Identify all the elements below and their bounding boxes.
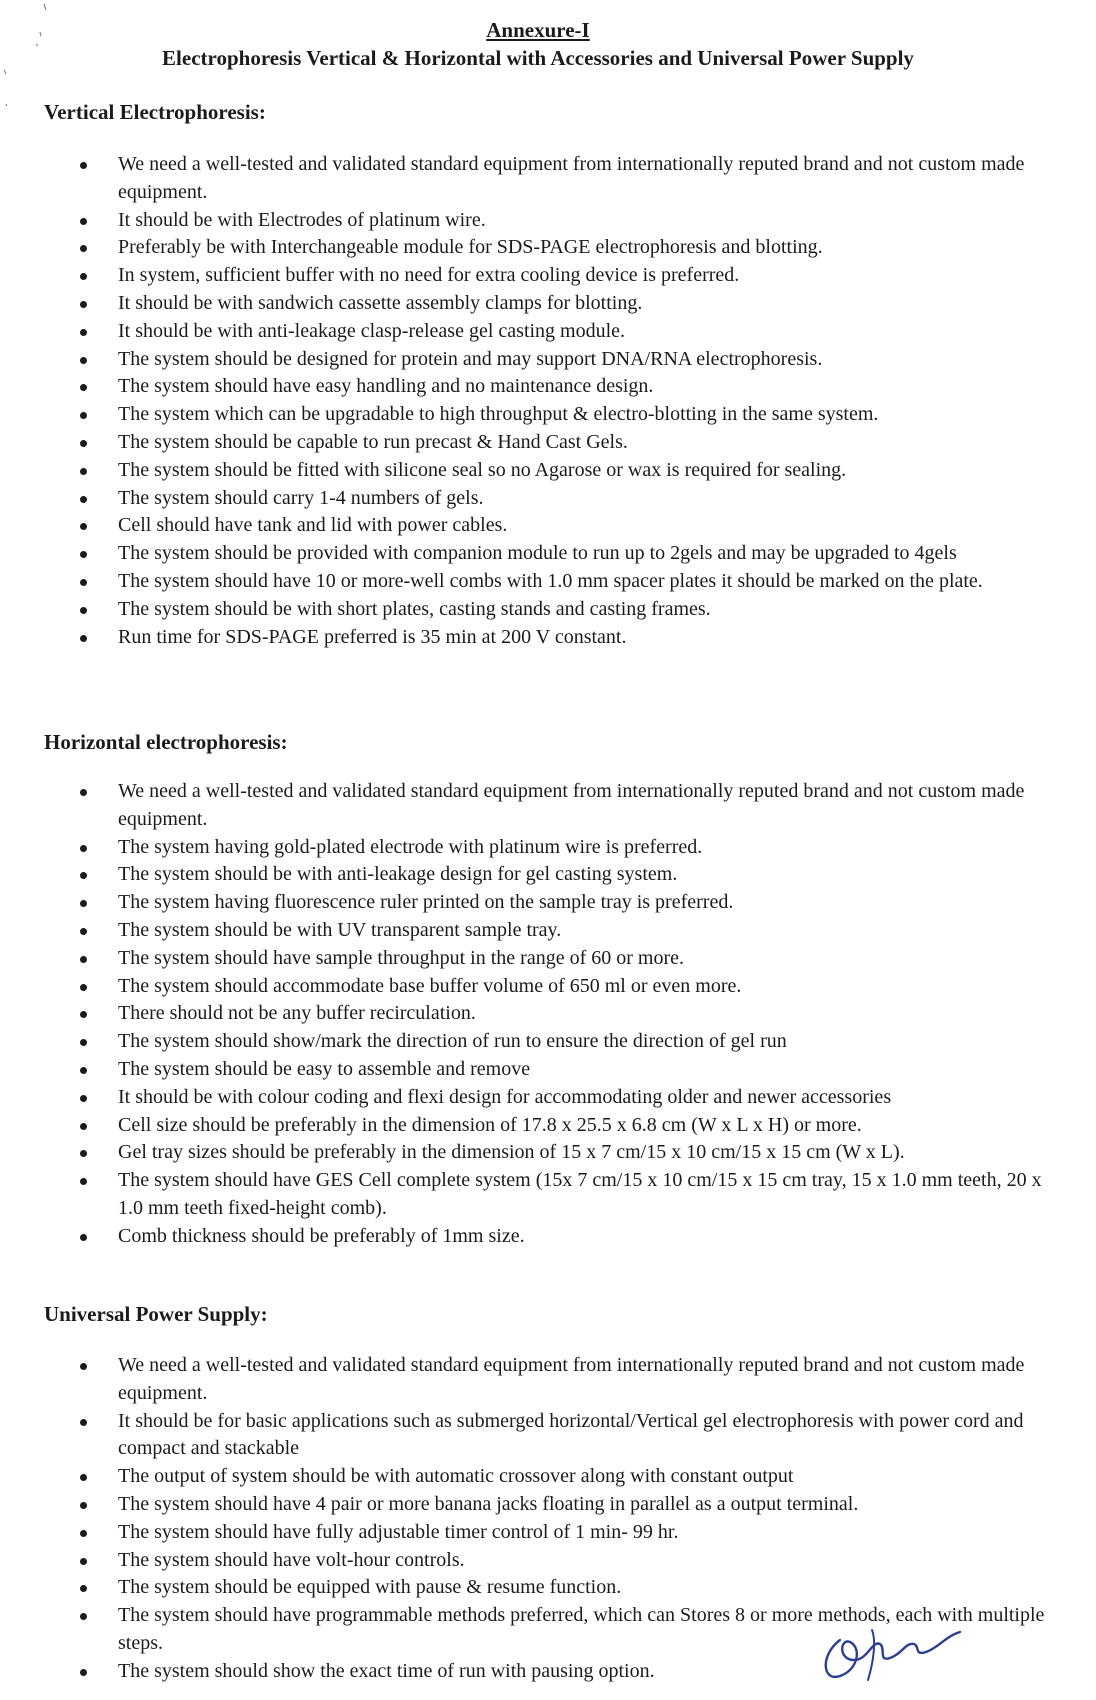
list-item: Cell should have tank and lid with power cables.	[80, 512, 1060, 540]
list-item: The system should be provided with companion module to run up to 2gels and may be upgraded to 4gels	[80, 540, 1060, 568]
list-item: Gel tray sizes should be preferably in the dimension of 15 x 7 cm/15 x 10 cm/15 x 15 cm (W x L).	[80, 1139, 1060, 1167]
list-item: The system having fluorescence ruler printed on the sample tray is preferred.	[80, 889, 1060, 917]
list-item: The system should be capable to run precast & Hand Cast Gels.	[80, 429, 1060, 457]
list-item: It should be with colour coding and flexi design for accommodating older and newer accessories	[80, 1084, 1060, 1112]
list-item: Preferably be with Interchangeable module for SDS-PAGE electrophoresis and blotting.	[80, 234, 1060, 262]
list-item: The system should be with anti-leakage design for gel casting system.	[80, 861, 1060, 889]
document-title: Annexure-I	[486, 18, 590, 42]
list-item: It should be with sandwich cassette assembly clamps for blotting.	[80, 290, 1060, 318]
list-item: The system should have 10 or more-well combs with 1.0 mm spacer plates it should be marked on the plate.	[80, 568, 1060, 596]
document-subtitle: Electrophoresis Vertical & Horizontal with Accessories and Universal Power Supply	[162, 46, 914, 70]
list-item: The system should be fitted with silicone seal so no Agarose or wax is required for sealing.	[80, 457, 1060, 485]
list-item: There should not be any buffer recirculation.	[80, 1000, 1060, 1028]
list-item: In system, sufficient buffer with no need for extra cooling device is preferred.	[80, 262, 1060, 290]
list-item: The system should be equipped with pause & resume function.	[80, 1574, 1060, 1602]
list-item: The system should show the exact time of run with pausing option.	[80, 1658, 1060, 1686]
list-item: The system should have sample throughput in the range of 60 or more.	[80, 945, 1060, 973]
list-item: The system should have fully adjustable timer control of 1 min- 99 hr.	[80, 1519, 1060, 1547]
list-item: The system should have GES Cell complete system (15x 7 cm/15 x 10 cm/15 x 15 cm tray, 15 x 1.0 mm teeth, 20 x 1.0 mm teeth fixed-height comb).	[80, 1167, 1060, 1223]
list-item: The system should be easy to assemble and remove	[80, 1056, 1060, 1084]
title-block	[0, 18, 1096, 71]
horizontal-requirements-list	[80, 778, 1060, 1251]
list-item: The system should be designed for protein and may support DNA/RNA electrophoresis.	[80, 346, 1060, 374]
list-item: We need a well-tested and validated standard equipment from internationally reputed brand and not custom made equipment.	[80, 1352, 1060, 1408]
list-item: It should be with Electrodes of platinum wire.	[80, 207, 1060, 235]
list-item: The system should accommodate base buffer volume of 650 ml or even more.	[80, 973, 1060, 1001]
list-item: It should be for basic applications such as submerged horizontal/Vertical gel electrophoresis with power cord and compact and stackable	[80, 1408, 1060, 1464]
list-item: The system should show/mark the direction of run to ensure the direction of gel run	[80, 1028, 1060, 1056]
list-item: The system should have easy handling and no maintenance design.	[80, 373, 1060, 401]
list-item: The system should have 4 pair or more banana jacks floating in parallel as a output terminal.	[80, 1491, 1060, 1519]
section-heading-power-supply: Universal Power Supply:	[44, 1302, 268, 1326]
section-heading-horizontal: Horizontal electrophoresis:	[44, 730, 288, 754]
vertical-requirements-list	[80, 151, 1060, 651]
list-item: The system should be with short plates, casting stands and casting frames.	[80, 596, 1060, 624]
list-item: The output of system should be with automatic crossover along with constant output	[80, 1463, 1060, 1491]
handwritten-signature	[810, 1610, 970, 1690]
list-item: Comb thickness should be preferably of 1mm size.	[80, 1223, 1060, 1251]
section-heading-vertical: Vertical Electrophoresis:	[44, 100, 266, 124]
list-item: We need a well-tested and validated standard equipment from internationally reputed brand and not custom made equipment.	[80, 151, 1060, 207]
list-item: It should be with anti-leakage clasp-release gel casting module.	[80, 318, 1060, 346]
list-item: The system should be with UV transparent sample tray.	[80, 917, 1060, 945]
list-item: The system should have volt-hour controls.	[80, 1547, 1060, 1575]
list-item: The system should carry 1-4 numbers of gels.	[80, 485, 1060, 513]
list-item: Run time for SDS-PAGE preferred is 35 min at 200 V constant.	[80, 624, 1060, 652]
list-item: The system having gold-plated electrode with platinum wire is preferred.	[80, 834, 1060, 862]
list-item: Cell size should be preferably in the dimension of 17.8 x 25.5 x 6.8 cm (W x L x H) or more.	[80, 1112, 1060, 1140]
list-item: The system should have programmable methods preferred, which can Stores 8 or more methods, each with multiple steps.	[80, 1602, 1060, 1658]
list-item: We need a well-tested and validated standard equipment from internationally reputed brand and not custom made equipment.	[80, 778, 1060, 834]
list-item: The system which can be upgradable to high throughput & electro-blotting in the same system.	[80, 401, 1060, 429]
